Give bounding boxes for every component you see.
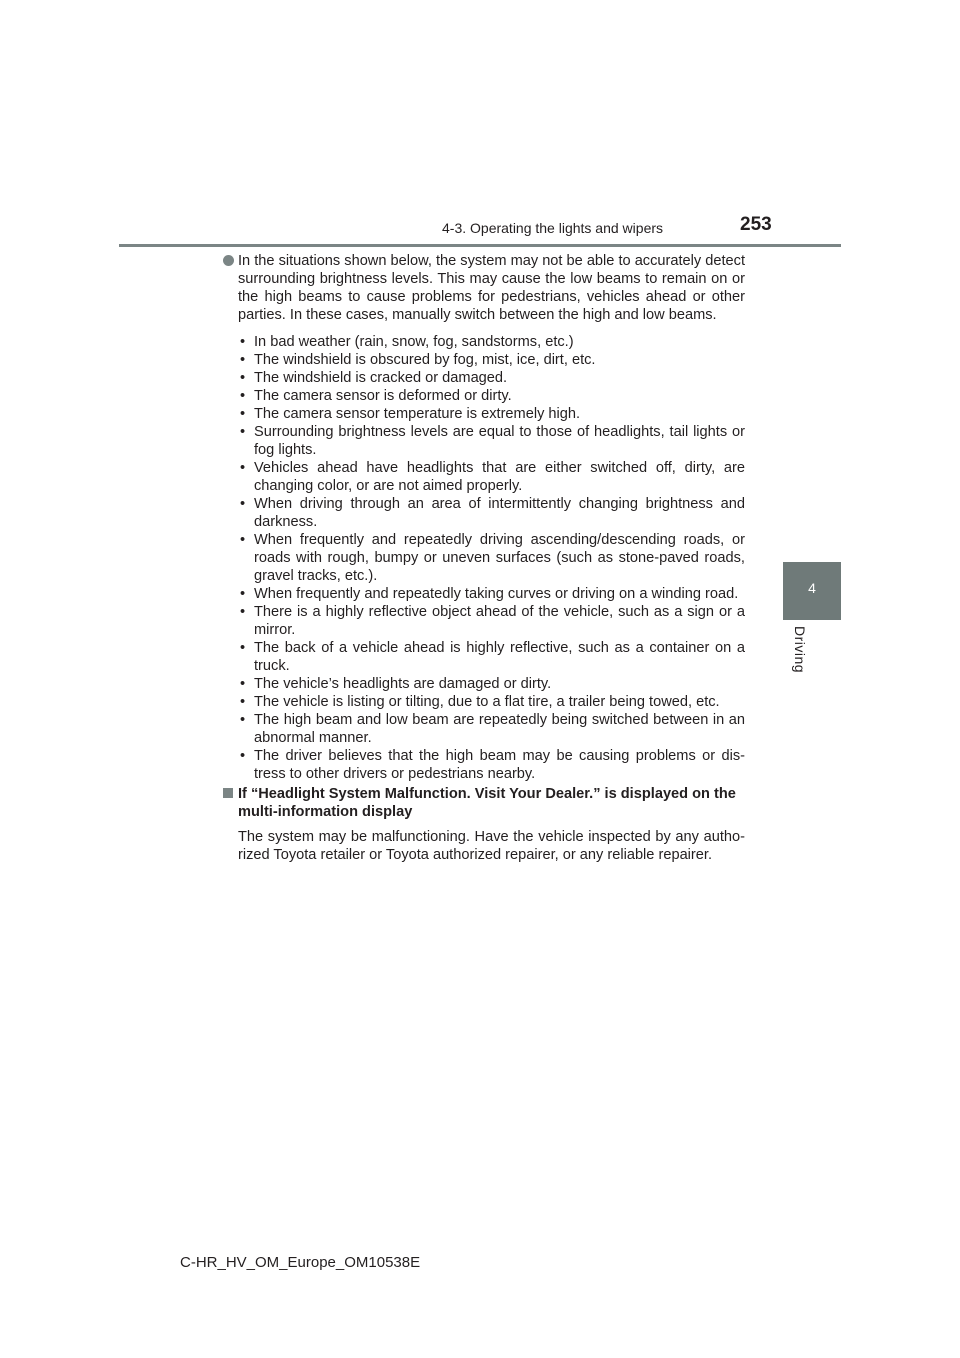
circle-bullet-icon [223,255,234,266]
header-divider [119,244,841,247]
list-item: • The driver believes that the high beam may be causing problems or dis-tress to other drivers or pedestrians nearby. [238,747,745,783]
conditions-list [223,333,745,783]
list-item: • When frequently and repeatedly taking curves or driving on a winding road. [238,585,745,603]
chapter-label: Driving [792,626,808,674]
malfunction-heading [223,785,745,821]
list-item: • The windshield is obscured by fog, mist, ice, dirt, etc. [238,351,745,369]
chapter-label-container [792,626,812,686]
malfunction-heading-text: If “Headlight System Malfunction. Visit Your Dealer.” is displayed on the multi-information display [238,786,736,820]
list-item: • There is a highly reflective object ahead of the vehicle, such as a sign or a mirror. [238,603,745,639]
list-item: • The back of a vehicle ahead is highly reflective, such as a container on a truck. [238,639,745,675]
list-item: • The vehicle’s headlights are damaged or dirty. [238,675,745,693]
intro-paragraph [223,252,745,324]
chapter-number: 4 [808,580,816,596]
list-item: • The high beam and low beam are repeatedly being switched between in an abnormal manner. [238,711,745,747]
page-number: 253 [740,214,772,235]
square-bullet-icon [223,788,233,798]
list-item: • The vehicle is listing or tilting, due to a flat tire, a trailer being towed, etc. [238,693,745,711]
list-item: • When driving through an area of intermittently changing brightness and darkness. [238,495,745,531]
document-code: C-HR_HV_OM_Europe_OM10538E [180,1254,421,1271]
list-item: • The camera sensor is deformed or dirty. [238,387,745,405]
chapter-tab[interactable] [783,562,841,620]
list-item: • In bad weather (rain, snow, fog, sandstorms, etc.) [238,333,745,351]
list-item: • The camera sensor temperature is extremely high. [238,405,745,423]
malfunction-body: The system may be malfunctioning. Have the vehicle inspected by any autho-rized Toyota retailer or Toyota authorized repairer, or any reliable repairer. [238,829,745,863]
section-title: 4-3. Operating the lights and wipers [442,220,664,236]
list-item: • Surrounding brightness levels are equal to those of headlights, tail lights or fog lights. [238,423,745,459]
page-content [223,252,745,864]
list-item: • The windshield is cracked or damaged. [238,369,745,387]
list-item: • When frequently and repeatedly driving ascending/descending roads, or roads with rough, bumpy or uneven surfaces (such as stone-paved roads, gravel tracks, etc.). [238,531,745,585]
list-item: • Vehicles ahead have headlights that are either switched off, dirty, are changing color, or are not aimed properly. [238,459,745,495]
intro-text: In the situations shown below, the system may not be able to accurately detect surrounding brightness levels. This may cause the low beams to remain on or the high beams to cause problems for pedestrians, vehicles ahead or other parties. In these cases, manually switch between the high and low beams. [238,253,746,323]
